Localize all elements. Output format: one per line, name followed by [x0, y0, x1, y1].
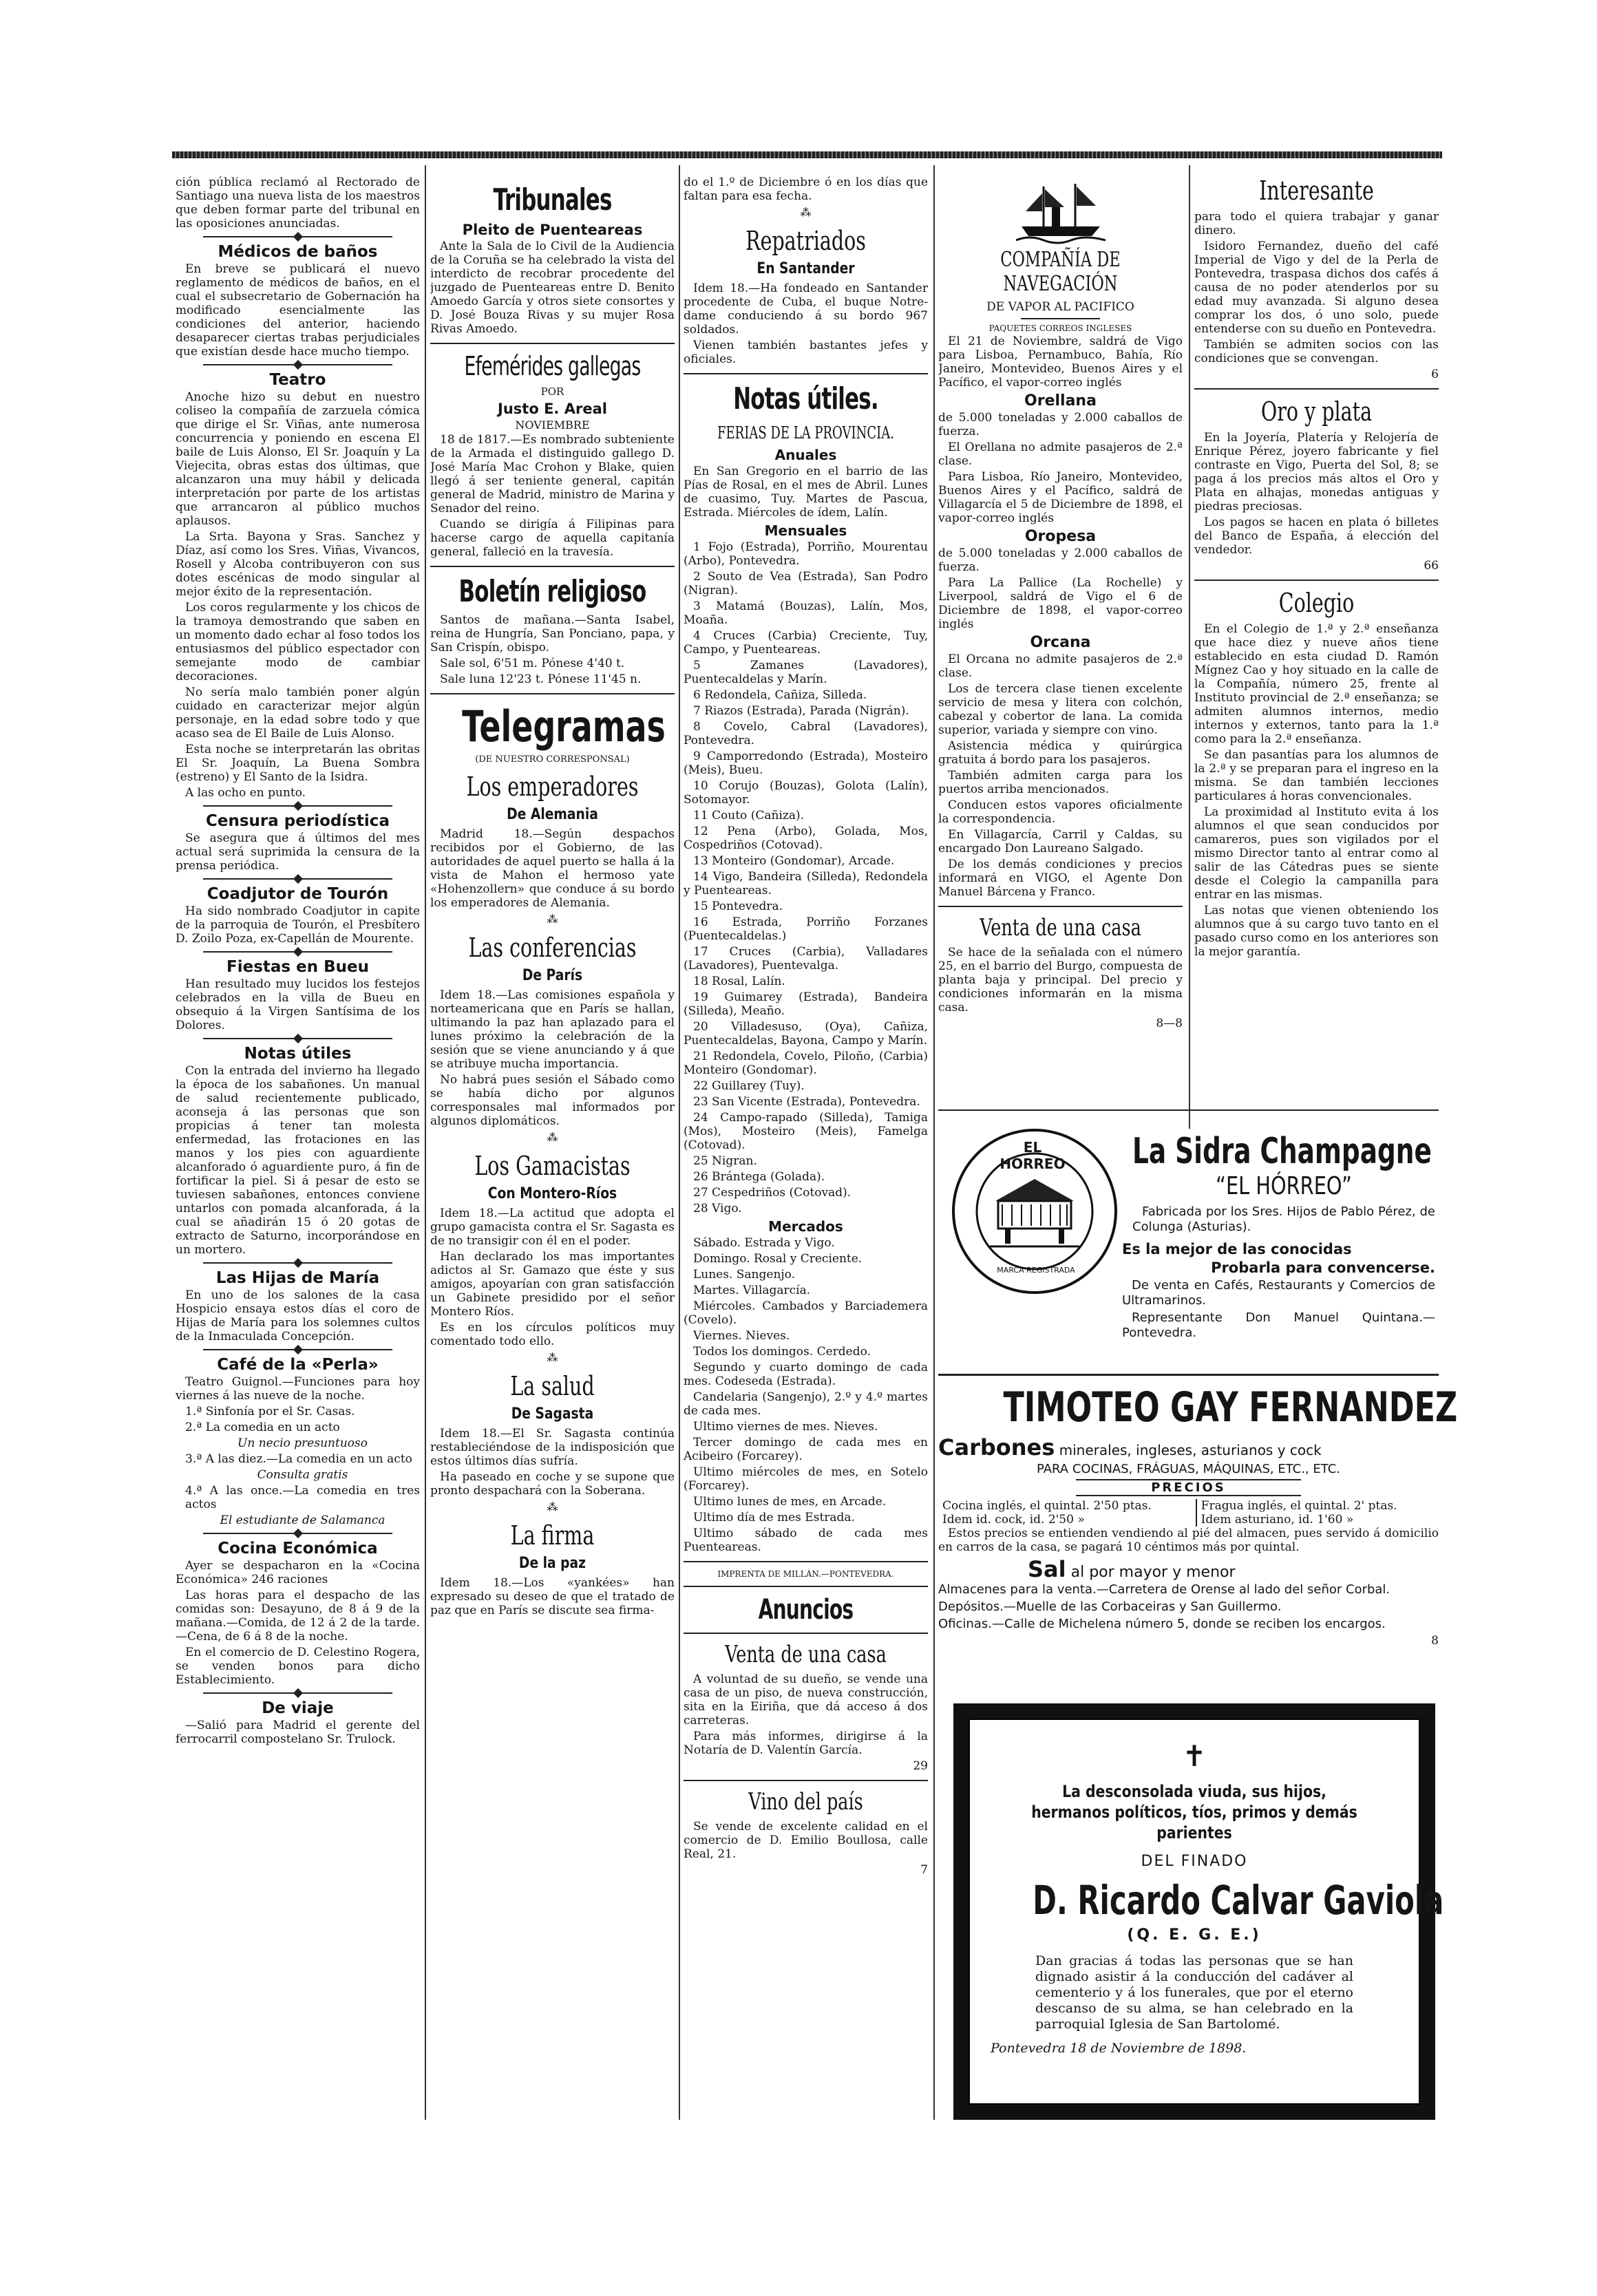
- column-5: [1194, 176, 1439, 961]
- efemerides-heading: Efemérides gallegas: [464, 351, 641, 381]
- feria-item: 14 Vigo, Bandeira (Silleda), Redondela y Puenteareas.: [684, 870, 928, 897]
- separator-stars: ⁂: [547, 913, 558, 926]
- venta-casa-body: Se hace de la señalada con el número 25, en el barrio del Burgo, compuesta de planta baja y principal. Del precio y condiciones informarán en la misma casa.: [938, 946, 1183, 1014]
- sal-text: al por mayor y menor: [1070, 1564, 1236, 1581]
- emperadores-body: Madrid 18.—Según despachos recibidos por el Gobierno, de las autoridades de aquel puerto se halla á la vista de Mahon el hermoso yate «Hohenzollern» que conduce á su bordo los emperadores de Alemania.: [430, 827, 675, 910]
- precios-table: [938, 1499, 1439, 1527]
- repatriados-p2: Vienen también bastantes jefes y oficiales.: [684, 339, 928, 366]
- precio-cell: Idem id. cock, id. 2'50 »: [938, 1513, 1196, 1527]
- firma-body: Idem 18.—Los «yankées» han expresado su deseo de que el tratado de paz que en París se discute sea firma-: [430, 1576, 675, 1617]
- section-rule: [938, 1109, 1439, 1111]
- column-divider: [425, 165, 426, 2120]
- esquela-frame: [953, 1703, 1444, 2120]
- oro-heading: Oro y plata: [1260, 396, 1373, 427]
- autor: Justo E. Areal: [498, 401, 607, 417]
- anuales-heading: Anuales: [774, 447, 837, 463]
- compania-p3: Para La Pallice (La Rochelle) y Liverpool, saldrá de Vigo el 6 de Diciembre de 1898, el vapor-correo inglés: [938, 576, 1183, 631]
- viaje-heading: De viaje: [262, 1699, 334, 1717]
- section-rule: [938, 906, 1183, 907]
- boletin-p2: Sale sol, 6'51 m. Pónese 4'40 t.: [440, 657, 625, 670]
- feria-item: 11 Couto (Cañiza).: [693, 809, 804, 822]
- precio-cell: Cocina inglés, el quintal. 2'50 ptas.: [938, 1499, 1196, 1513]
- mercado-item: Sábado. Estrada y Vigo.: [693, 1236, 835, 1250]
- tribunales-heading: Tribunales: [493, 182, 612, 217]
- oro-p1: En la Joyería, Platería y Relojería de Enrique Pérez, joyero fabricante y fiel contraste en Vigo, Puerta del Sol, 8; se paga á los precios más altos el Oro y Plata en alhajas, monedas antiguas y piedras preciosas.: [1194, 431, 1439, 513]
- sidra-l2: Es la mejor de las conocidas: [1122, 1241, 1352, 1257]
- feria-item: 6 Redondela, Cañiza, Silleda.: [693, 688, 867, 702]
- esquela-inner: [969, 1719, 1444, 2105]
- cocina-p3: En el comercio de D. Celestino Rogera, se venden bonos para dicho Establecimiento.: [176, 1646, 420, 1687]
- conferencias-p2: No habrá pues sesión el Sábado como se había dicho por algunos corresponsales mal informados por algunos diplomáticos.: [430, 1073, 675, 1128]
- mercado-item: Ultimo miércoles de mes, en Sotelo (Forcarey).: [684, 1465, 928, 1493]
- feria-item: 5 Zamanes (Lavadores), Puentecaldelas y Marín.: [684, 659, 928, 686]
- cafe-item: 4.ª A las once.—La comedia en tres actos: [185, 1484, 420, 1511]
- medicos-heading: Médicos de baños: [218, 243, 378, 261]
- compania-p8: En Villagarcía, Carril y Caldas, su encargado Don Laureano Salgado.: [938, 828, 1183, 855]
- conferencias-heading: Las conferencias: [468, 933, 637, 963]
- feria-item: 3 Matamá (Bouzas), Lalín, Mos, Moaña.: [684, 599, 928, 627]
- salud-sub: De Sagasta: [511, 1405, 594, 1423]
- feria-item: 23 San Vicente (Estrada), Pontevedra.: [693, 1095, 920, 1109]
- column-3: [684, 176, 928, 1879]
- feria-item: 16 Estrada, Porriño Forzanes (Puentecaldelas.): [684, 915, 928, 943]
- column-divider: [1189, 165, 1190, 1129]
- pleito-body: Ante la Sala de lo Civil de la Audiencia de la Coruña se ha celebrado la vista del interdicto de recobrar procedente del juzgado de Puenteareas entre D. Benito Amoedo García y otros siete consortes y D. José Bouza Rivas y su mujer Rosa Rivas Amoedo.: [430, 240, 675, 336]
- interesante-num: 6: [1431, 368, 1439, 381]
- section-divider: [203, 1346, 392, 1353]
- feria-item: 18 Rosal, Lalín.: [693, 975, 785, 988]
- sal-label: Sal: [1028, 1556, 1066, 1582]
- column-divider: [933, 165, 935, 2120]
- esquela-date: Pontevedra 18 de Noviembre de 1898.: [991, 2041, 1247, 2056]
- compania-p9: De los demás condiciones y precios informará en VIGO, el Agente Don Manuel Bárcena y Franco.: [938, 858, 1183, 899]
- boletin-heading: Boletín religioso: [458, 574, 646, 609]
- seal-top-text: EL HÓRREO: [1000, 1139, 1066, 1172]
- feria-item: 20 Villadesuso, (Oya), Cañiza, Puentecaldelas, Bayona, Campo y Marín.: [684, 1020, 928, 1048]
- compania-p2: Para Lisboa, Río Janeiro, Montevideo, Buenos Aires y el Pacífico, saldrá de Villagarcía el 5 de Diciembre de 1898, el vapor-correo inglés: [938, 470, 1183, 525]
- sidra-l4: De venta en Cafés, Restaurants y Comercios de Ultramarinos.: [1122, 1278, 1435, 1308]
- sidra-l1: Fabricada por los Sres. Hijos de Pablo Pérez, de Colunga (Asturias).: [1132, 1204, 1435, 1234]
- sidra-l3: Probarla para convencerse.: [1211, 1259, 1435, 1276]
- teatro-p3: Los coros regularmente y los chicos de la tramoya demostrando que saben en un momento dado echar al foso todos los entusiasmos del público espectador con semejante modo de cambiar decoraciones.: [176, 601, 420, 683]
- compania-b1b: El Orellana no admite pasajeros de 2.ª clase.: [938, 440, 1183, 468]
- feria-item: 2 Souto de Vea (Estrada), San Podro (Nigran).: [684, 570, 928, 597]
- interesante-heading: Interesante: [1259, 176, 1374, 206]
- section-rule: [684, 1586, 928, 1587]
- compania-b3: El Orcana no admite pasajeros de 2.ª clase.: [938, 652, 1183, 680]
- mensuales-heading: Mensuales: [764, 522, 847, 539]
- repatriados-p1: Idem 18.—Ha fondeado en Santander procedente de Cuba, el buque Notre-dame conduciendo á su bordo 967 soldados.: [684, 281, 928, 337]
- salud-heading: La salud: [510, 1371, 595, 1401]
- separator-stars: ⁂: [547, 1131, 558, 1144]
- cocina-p1: Ayer se despacharon en la «Cocina Económica» 246 raciones: [176, 1559, 420, 1586]
- seal-bottom-text: MARCA REGISTRADA: [997, 1266, 1075, 1275]
- feria-item: 8 Covelo, Cabral (Lavadores), Pontevedra.: [684, 720, 928, 747]
- boletin-p1: Santos de mañana.—Santa Isabel, reina de Hungría, San Ponciano, papa, y San Crispín, obispo.: [430, 613, 675, 655]
- teatro-p6: A las ocho en punto.: [185, 786, 306, 800]
- conferencias-sub: De París: [522, 967, 583, 984]
- carbones-text: minerales, ingleses, asturianos y cock: [1059, 1442, 1322, 1458]
- section-divider: [203, 802, 392, 809]
- section-divider: [203, 361, 392, 368]
- venta-heading: Venta de una casa: [725, 1641, 887, 1668]
- vino-heading: Vino del país: [748, 1788, 863, 1816]
- precio-cell: Fragua inglés, el quintal. 2' ptas.: [1201, 1499, 1397, 1513]
- feria-item: 21 Redondela, Covelo, Piloño, (Carbia) Monteiro (Gondomar).: [684, 1050, 928, 1077]
- coadjutor-heading: Coadjutor de Tourón: [207, 885, 389, 903]
- cafe-heading: Café de la «Perla»: [217, 1356, 379, 1374]
- feria-item: 9 Camporredondo (Estrada), Mosteiro (Meis), Bueu.: [684, 750, 928, 777]
- mercado-item: Miércoles. Cambados y Barciademera (Covelo).: [684, 1299, 928, 1327]
- notas-body: Con la entrada del invierno ha llegado la época de los sabañones. Un manual de salud recientemente publicado, aconseja á las personas que son propicias á tener tan molesta enfermedad, las frotaciones en las manos y los pies con aguardiente alcanforado ó aguardiente puro, á fin de fortificar la piel. Si á pesar de esto se tuviesen sabañones, entonces conviene untarlos con pomada alcanforada, á la cual se añadirán 15 ó 20 gotas de extracto de Saturno, incorporándose en un mortero.: [176, 1064, 420, 1257]
- salud-p2: Ha paseado en coche y se supone que pronto despachará con la Soberana.: [430, 1470, 675, 1498]
- sidra-brand: “EL HÓRREO”: [1216, 1172, 1352, 1200]
- teatro-p1: Anoche hizo su debut en nuestro coliseo la compañía de zarzuela cómica que dirige el Sr. Viñas, ante numerosa concurrencia y poniendo en escena El baile de Luis Alonso, El Sr. Joaquín y La Viejecita, obras estas dos últimas, que alcanzaron una muy hábil y delicada interpretación por parte de los artistas que arrancaron al público muchos aplausos.: [176, 390, 420, 528]
- feria-item: 15 Pontevedra.: [693, 900, 783, 913]
- feria-item: 13 Monteiro (Gondomar), Arcade.: [693, 854, 895, 868]
- section-rule: [684, 1633, 928, 1634]
- timoteo-ad: [938, 1383, 1458, 1686]
- colegio-p3: La proximidad al Instituto evita á los alumnos el que sean conducidos por camareros, pues son vigilados por el mismo Director tanto al entrar como al salir de las Cátedras pues se siente desde el Colegio la campanilla para entrar en las mismas.: [1194, 805, 1439, 902]
- del-finado: DEL FINADO: [1141, 1853, 1248, 1870]
- section-divider: [203, 233, 392, 240]
- mercado-item: Ultimo lunes de mes, en Arcade.: [693, 1495, 887, 1509]
- feria-item: 12 Pena (Arbo), Golada, Mos, Cospedriños (Cotovad).: [684, 825, 928, 852]
- intro-text: ción pública reclamó al Rectorado de Santiago una nueva lista de los maestros que deben formar parte del tribunal en las oposiciones anunciadas.: [176, 176, 420, 231]
- mercado-item: Ultimo viernes de mes. Nieves.: [693, 1420, 878, 1434]
- gamacistas-sub: Con Montero-Ríos: [487, 1185, 617, 1202]
- paquetes-label: PAQUETES CORREOS INGLESES: [988, 323, 1132, 333]
- colegio-p4: Las notas que vienen obteniendo los alumnos que á su cargo tuvo tanto en el pasado curso como en los anteriores son la mejor garantía.: [1194, 904, 1439, 959]
- teatro-p5: Esta noche se interpretarán las obritas El Sr. Joaquín, La Buena Sombra (estreno) y El Santo de la Isidra.: [176, 743, 420, 784]
- separator-stars: ⁂: [800, 206, 812, 219]
- esquela-body: Dan gracias á todas las personas que se han dignado asistir á la conducción del cadáver al cementerio y á los funerales, que por el eterno descanso de su alma, se han celebrado en la parroquial Iglesia de San Bartolomé.: [1035, 1953, 1353, 2032]
- feria-item: 10 Corujo (Bouzas), Golota (Lalín), Sotomayor.: [684, 779, 928, 807]
- venta-num: 29: [913, 1759, 928, 1773]
- mercado-item: Domingo. Rosal y Creciente.: [693, 1252, 863, 1266]
- almacenes-line: Almacenes para la venta.—Carretera de Orense al lado del señor Corbal.: [938, 1582, 1390, 1597]
- sidra-l5: Representante Don Manuel Quintana.—Pontevedra.: [1122, 1310, 1435, 1340]
- gamacistas-p1: Idem 18.—La actitud que adopta el grupo gamacista contra el Sr. Sagasta es de no transigir con él en el poder.: [430, 1207, 675, 1248]
- venta-casa-num: 8—8: [1156, 1017, 1183, 1030]
- cafe-item: 1.ª Sinfonía por el Sr. Casas.: [185, 1405, 355, 1418]
- fiestas-body: Han resultado muy lucidos los festejos celebrados en la villa de Bueu en obsequio á la Virgen Santísima de los Dolores.: [176, 977, 420, 1032]
- efem-p2: Cuando se dirigía á Filipinas para hacerse cargo de aquella capitanía general, falleció en la travesía.: [430, 518, 675, 559]
- conferencias-p1: Idem 18.—Las comisiones española y norteamericana que en París se hallan, ultimando la paz han aplazado para el lunes próximo la celebración de la sesión que se viene anunciando y á que se atribuye mucha importancia.: [430, 988, 675, 1071]
- cafe-item-title: Un necio presuntuoso: [237, 1436, 368, 1450]
- cafe-item: 3.ª A las diez.—La comedia en un acto: [185, 1452, 412, 1466]
- venta-p1: A voluntad de su dueño, se vende una casa de un piso, de nueva construcción, sita en la Eiriña, que dá acceso á dos carreteras.: [684, 1672, 928, 1728]
- mercado-item: Tercer domingo de cada mes en Acibeiro (Forcarey).: [684, 1436, 928, 1463]
- por-label: POR: [540, 385, 564, 398]
- compania-p7: Conducen estos vapores oficialmente la correspondencia.: [938, 798, 1183, 826]
- compania-p1: El 21 de Noviembre, saldrá de Vigo para Lisboa, Pernambuco, Bahía, Río Janeiro, Montevideo, Buenos Aires y el Pacífico, el vapor-correo inglés: [938, 334, 1183, 390]
- mercados-heading: Mercados: [768, 1218, 843, 1235]
- compania-p4: Los de tercera clase tienen excelente servicio de mesa y litera con colchón, cabezal y cobertor de lana. La comida superior, variada y siempre con vino.: [938, 682, 1183, 737]
- firma-heading: La firma: [510, 1520, 595, 1551]
- censura-heading: Censura periodística: [206, 812, 390, 830]
- vino-body: Se vende de excelente calidad en el comercio de D. Emilio Boullosa, calle Real, 21.: [684, 1820, 928, 1861]
- section-divider: [203, 1035, 392, 1042]
- coadjutor-body: Ha sido nombrado Coadjutor in capite de la parroquia de Tourón, el Presbítero D. Zoilo Poza, ex-Capellán de Mourente.: [176, 904, 420, 946]
- section-rule: [1194, 388, 1439, 390]
- compania-p6: También admiten carga para los puertos arriba mencionados.: [938, 769, 1183, 796]
- precios-note: Estos precios se entienden vendiendo al pié del almacen, pues servido á domicilio en carros de la casa, se pagará 10 céntimos más por quintal.: [938, 1527, 1439, 1554]
- cocina-heading: Cocina Económica: [218, 1540, 378, 1558]
- barco-oropesa: Oropesa: [1024, 528, 1097, 545]
- colegio-p1: En el Colegio de 1.ª y 2.ª enseñanza que hace diez y nueve años tiene establecido en esta ciudad D. Ramón Mígnez Cao y hoy situado en la calle de la Compañía, número 25, frente al Instituto provincial de 2.ª enseñanza; se admiten alumnos internos, medio internos y externos, tanto para la 1.ª como para la 2.ª enseñanza.: [1194, 622, 1439, 746]
- compania-b2: de 5.000 toneladas y 2.000 caballos de fuerza.: [938, 546, 1183, 574]
- cafe-intro: Teatro Guignol.—Funciones para hoy viernes á las nueve de la noche.: [176, 1375, 420, 1403]
- mercado-item: Lunes. Sangenjo.: [693, 1268, 796, 1282]
- hijas-body: En uno de los salones de la casa Hospicio ensaya estos días el coro de Hijas de María para los solemnes cultos de la Inmaculada Concepción.: [176, 1288, 420, 1343]
- feria-item: 22 Guillarey (Tuy).: [693, 1079, 805, 1093]
- colegio-heading: Colegio: [1278, 588, 1355, 618]
- notas-heading: Notas útiles: [244, 1045, 352, 1063]
- compania-p5: Asistencia médica y quirúrgica gratuita á bordo para los pasajeros.: [938, 739, 1183, 767]
- section-divider: [203, 875, 392, 882]
- esquela-l1: La desconsolada viuda, sus hijos, hermanos políticos, tíos, primos y demás parientes: [1031, 1782, 1357, 1842]
- emperadores-heading: Los emperadores: [466, 772, 639, 802]
- finado-name: D. Ricardo Calvar Gaviola: [1033, 1877, 1444, 1924]
- hijas-heading: Las Hijas de María: [215, 1269, 380, 1287]
- mercados-list: [684, 1236, 928, 1554]
- boletin-p3: Sale luna 12'23 t. Pónese 11'45 n.: [440, 672, 642, 686]
- section-rule: [1194, 580, 1439, 581]
- teatro-p2: La Srta. Bayona y Sras. Sanchez y Díaz, así como los Sres. Viñas, Vivancos, Rosell y Alcoba contribuyeron con sus dotes escénicas de modo singular al mejor éxito de la representación.: [176, 530, 420, 599]
- gamacistas-p3: Es en los círculos políticos muy comentado todo ello.: [430, 1321, 675, 1348]
- section-rule: [684, 373, 928, 374]
- pleito-heading: Pleito de Puenteareas: [462, 222, 643, 238]
- cafe-item-title: El estudiante de Salamanca: [220, 1513, 385, 1527]
- vino-num: 7: [920, 1863, 928, 1877]
- feria-item: 1 Fojo (Estrada), Porriño, Mourentau (Arbo), Pontevedra.: [684, 540, 928, 568]
- sidra-title: La Sidra Champagne: [1132, 1131, 1432, 1172]
- telegramas-heading: Telegramas: [462, 701, 666, 752]
- cross-icon: ✝: [1182, 1739, 1207, 1773]
- interesante-p1: para todo el quiera trabajar y ganar dinero.: [1194, 210, 1439, 237]
- para-line: PARA COCINAS, FRÁGUAS, MÁQUINAS, ETC., ETC.: [1037, 1462, 1340, 1476]
- barco-orcana: Orcana: [1030, 634, 1091, 651]
- mercado-item: Ultimo sábado de cada mes Puenteareas.: [684, 1527, 928, 1554]
- interesante-p3: También se admiten socios con las condiciones que se convengan.: [1194, 338, 1439, 365]
- mercado-item: Segundo y cuarto domingo de cada mes. Codeseda (Estrada).: [684, 1361, 928, 1388]
- teatro-p4: No sería malo también poner algún cuidado en caracterizar mejor algún personaje, en la edad sobre todo y que acaso sea de El Baile de Luis Alonso.: [176, 685, 420, 741]
- timoteo-title: TIMOTEO GAY FERNANDEZ: [1003, 1383, 1458, 1432]
- barco-orellana: Orellana: [1024, 392, 1097, 410]
- medicos-body: En breve se publicará el nuevo reglamento de médicos de baños, en el cual el subsecretario de Gobernación ha modificado esencialmente las condiciones del anterior, haciendo desaparecer ciertas trabas perjudiciales que existían desde hace mucho tiempo.: [176, 262, 420, 359]
- gamacistas-p2: Han declarado los mas importantes adictos al Sr. Gamazo que éste y sus amigos, apoyarían con gran satisfacción un Gabinete presidido por el señor Montero Ríos.: [430, 1250, 675, 1319]
- mercado-item: Ultimo día de mes Estrada.: [693, 1511, 855, 1524]
- mercado-item: Viernes. Nieves.: [693, 1329, 790, 1343]
- section-divider: [203, 948, 392, 955]
- feria-item: 28 Vigo.: [693, 1202, 742, 1215]
- feria-item: 25 Nigran.: [693, 1154, 757, 1168]
- compania-heading: COMPAÑÍA DE NAVEGACIÓN: [1000, 248, 1121, 296]
- section-rule: [430, 566, 675, 567]
- top-rule: [172, 151, 1442, 158]
- cafe-item-title: Consulta gratis: [257, 1468, 348, 1482]
- separator-stars: ⁂: [547, 1351, 558, 1364]
- steamship-icon: [1016, 180, 1106, 245]
- corresponsal-label: (DE NUESTRO CORRESPONSAL): [475, 754, 630, 765]
- separator-stars: ⁂: [547, 1500, 558, 1513]
- viaje-body: —Salió para Madrid el gerente del ferrocarril compostelano Sr. Trulock.: [176, 1719, 420, 1746]
- precios-label: PRECIOS: [1076, 1479, 1301, 1496]
- timoteo-num: 8: [1431, 1634, 1439, 1648]
- feria-item: 19 Guimarey (Estrada), Bandeira (Silleda), Meaño.: [684, 990, 928, 1018]
- section-rule: [430, 343, 675, 344]
- teatro-heading: Teatro: [269, 371, 326, 389]
- cocina-p2: Las horas para el despacho de las comidas son: Desayuno, de 8 á 9 de la mañana.—Comida, de 12 á 2 de la tarde.—Cena, de 6 á 8 de la noche.: [176, 1588, 420, 1644]
- feria-item: 24 Campo-rapado (Silleda), Tamiga (Mos), Mosteiro (Meis), Famelga (Cotovad).: [684, 1111, 928, 1152]
- compania-b1: de 5.000 toneladas y 2.000 caballos de fuerza.: [938, 411, 1183, 438]
- oro-num: 66: [1424, 559, 1439, 573]
- continuation-text: do el 1.º de Diciembre ó en los días que faltan para esa fecha.: [684, 176, 928, 203]
- mercado-item: Candelaria (Sangenjo), 2.º y 4.º martes de cada mes.: [684, 1390, 928, 1418]
- sidra-ad: [943, 1118, 1439, 1380]
- efem-p1: 18 de 1817.—Es nombrado subteniente de la Armada el distinguido gallego D. José María Mac Crohon y Blake, quien llegó á ser teniente general, capitán general de Madrid, ministro de Marina y Senador del reino.: [430, 433, 675, 515]
- mes-label: NOVIEMBRE: [515, 418, 590, 432]
- column-4: [938, 176, 1183, 1032]
- feria-item: 27 Cespedriños (Cotovad).: [693, 1186, 852, 1200]
- column-2: [430, 176, 675, 1619]
- fiestas-heading: Fiestas en Bueu: [226, 958, 369, 976]
- repatriados-sub: En Santander: [757, 260, 855, 277]
- colegio-p2: Se dan pasantías para los alumnos de la 2.ª y se preparan para el ingreso en la misma. Se dan también lecciones particulares á horas convencionales.: [1194, 748, 1439, 803]
- oficinas-line: Oficinas.—Calle de Michelena número 5, donde se reciben los encargos.: [938, 1617, 1386, 1631]
- repatriados-heading: Repatriados: [745, 226, 866, 256]
- gamacistas-heading: Los Gamacistas: [474, 1151, 631, 1181]
- carbones-label: Carbones: [938, 1434, 1055, 1460]
- qege: (Q. E. G. E.): [1127, 1926, 1262, 1944]
- compania-sub: DE VAPOR AL PACIFICO: [986, 300, 1134, 314]
- anuncios-heading: Anuncios: [758, 1594, 854, 1626]
- section-divider: [203, 1530, 392, 1537]
- venta-casa-heading: Venta de una casa: [980, 914, 1141, 942]
- section-rule: [430, 693, 675, 694]
- mercado-item: Martes. Villagarcía.: [693, 1284, 811, 1297]
- mercado-item: Todos los domingos. Cerdedo.: [693, 1345, 871, 1359]
- salud-p1: Idem 18.—El Sr. Sagasta continúa restableciéndose de la indisposición que estos últimos días sufría.: [430, 1427, 675, 1468]
- firma-sub: De la paz: [518, 1555, 586, 1572]
- section-rule: [684, 1561, 928, 1562]
- ferias-heading: FERIAS DE LA PROVINCIA.: [717, 423, 894, 443]
- feria-item: 7 Riazos (Estrada), Parada (Nigrán).: [693, 704, 909, 718]
- column-divider: [679, 165, 680, 2120]
- cafe-item: 2.ª La comedia en un acto: [185, 1421, 340, 1434]
- feria-item: 26 Brántega (Golada).: [693, 1170, 825, 1184]
- emperadores-sub: De Alemania: [507, 806, 598, 823]
- precio-cell: Idem asturiano, id. 1'60 »: [1201, 1513, 1354, 1527]
- section-divider: [203, 1259, 392, 1266]
- column-1: [176, 176, 420, 1748]
- venta-p2: Para más informes, dirigirse á la Notaría de D. Valentín García.: [684, 1730, 928, 1757]
- interesante-p2: Isidoro Fernandez, dueño del café Imperial de Vigo y del de la Perla de Pontevedra, traspasa dichos dos cafés á causa de no poder atenderlos por su edad muy avanzada. Si alguno desea comprar los dos, ó uno solo, puede entenderse con su dueño en Pontevedra.: [1194, 240, 1439, 336]
- notas-utiles-heading: Notas útiles.: [733, 381, 878, 416]
- section-rule: [684, 1780, 928, 1781]
- mensuales-list: [684, 540, 928, 1215]
- section-divider: [203, 1690, 392, 1697]
- imprenta-label: IMPRENTA DE MILLÁN.—PONTEVEDRA.: [717, 1569, 894, 1579]
- anuales-body: En San Gregorio en el barrio de las Pías de Rosal, en el mes de Abril. Lunes de cuasimo, Tuy. Martes de Pascua, Estrada. Miércoles de ídem, Lalín.: [684, 465, 928, 520]
- section-rule: [938, 1374, 1439, 1376]
- feria-item: 17 Cruces (Carbia), Valladares (Lavadores), Puentevalga.: [684, 945, 928, 972]
- feria-item: 4 Cruces (Carbia) Creciente, Tuy, Campo, y Puenteareas.: [684, 629, 928, 657]
- oro-p2: Los pagos se hacen en plata ó billetes del Banco de España, á elección del vendedor.: [1194, 515, 1439, 557]
- short-rule: [1021, 318, 1100, 319]
- depositos-line: Depósitos.—Muelle de las Corbaceiras y San Guillermo.: [938, 1599, 1282, 1614]
- censura-body: Se asegura que á últimos del mes actual será suprimida la censura de la prensa periódica.: [176, 831, 420, 873]
